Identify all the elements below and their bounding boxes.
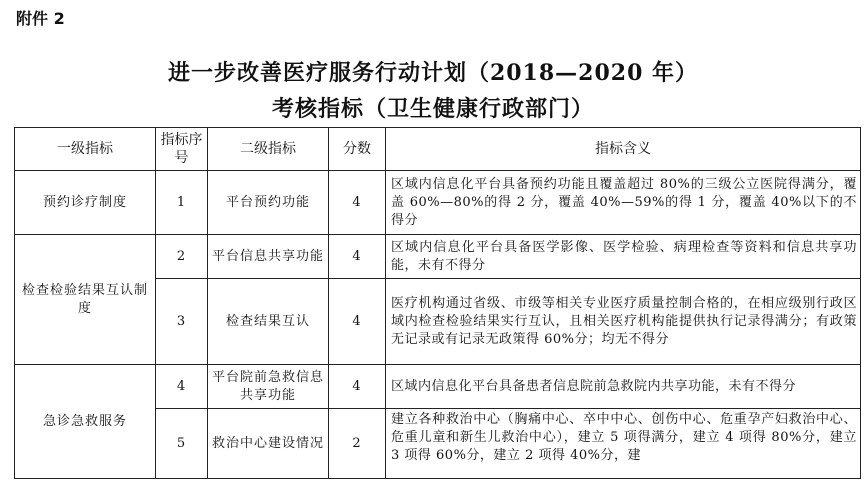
document-subtitle: 考核指标（卫生健康行政部门） [271, 96, 594, 122]
seq-cell: 4 [156, 365, 208, 409]
meaning-cell: 建立各种救治中心（胸痛中心、卒中中心、创伤中心、危重孕产妇救治中心、危重儿童和新生儿救治中心），建立 5 项得满分，建立 4 项得 80%分，建立 3 项得 60%分，建立 2 项得 40%分，建 [391, 411, 857, 463]
score-cell: 4 [329, 235, 386, 279]
table-row [15, 171, 861, 235]
level1-cell: 预约诊疗制度 [15, 171, 156, 235]
seq-cell: 3 [156, 279, 208, 365]
meaning-cell-wrapper [386, 409, 861, 479]
meaning-cell: 区域内信息化平台具备医学影像、医学检验、病理检查等资料和信息共享功能，未有不得分 [386, 235, 861, 279]
header-level1: 一级指标 [15, 128, 156, 171]
level2-cell: 平台预约功能 [208, 171, 329, 235]
seq-cell: 2 [156, 235, 208, 279]
assessment-table [14, 127, 861, 479]
level1-cell: 检查检验结果互认制度 [15, 235, 156, 365]
table-header-row [15, 128, 861, 171]
score-cell: 4 [329, 279, 386, 365]
level2-cell: 平台信息共享功能 [208, 235, 329, 279]
header-level2: 二级指标 [208, 128, 329, 171]
header-meaning: 指标含义 [386, 128, 861, 171]
score-cell: 2 [329, 409, 386, 479]
seq-cell: 5 [156, 409, 208, 479]
seq-cell: 1 [156, 171, 208, 235]
table-row [15, 235, 861, 279]
meaning-cell: 区域内信息化平台具备患者信息院前急救院内共享功能，未有不得分 [386, 365, 861, 409]
meaning-cell: 区域内信息化平台具备预约功能且覆盖超过 80%的三级公立医院得满分，覆盖 60%—80%的得 2 分，覆盖 40%—59%的得 1 分，覆盖 40%以下的不得分 [386, 171, 861, 235]
level1-cell: 急诊急救服务 [15, 365, 156, 479]
score-cell: 4 [329, 171, 386, 235]
level2-cell: 检查结果互认 [208, 279, 329, 365]
table-row [15, 365, 861, 409]
attachment-label: 附件 2 [16, 9, 65, 28]
document-title: 进一步改善医疗服务行动计划（2018—2020 年） [167, 60, 699, 86]
level2-cell: 救治中心建设情况 [208, 409, 329, 479]
header-seq: 指标序号 [156, 128, 208, 171]
score-cell: 4 [329, 365, 386, 409]
meaning-cell: 医疗机构通过省级、市级等相关专业医疗质量控制合格的，在相应级别行政区域内检查检验结果实行互认，且相关医疗机构能提供执行记录得满分；有政策无记录或有记录无政策得 60%分；均无不得分 [386, 279, 861, 365]
level2-cell: 平台院前急救信息共享功能 [208, 365, 329, 409]
header-score: 分数 [329, 128, 386, 171]
